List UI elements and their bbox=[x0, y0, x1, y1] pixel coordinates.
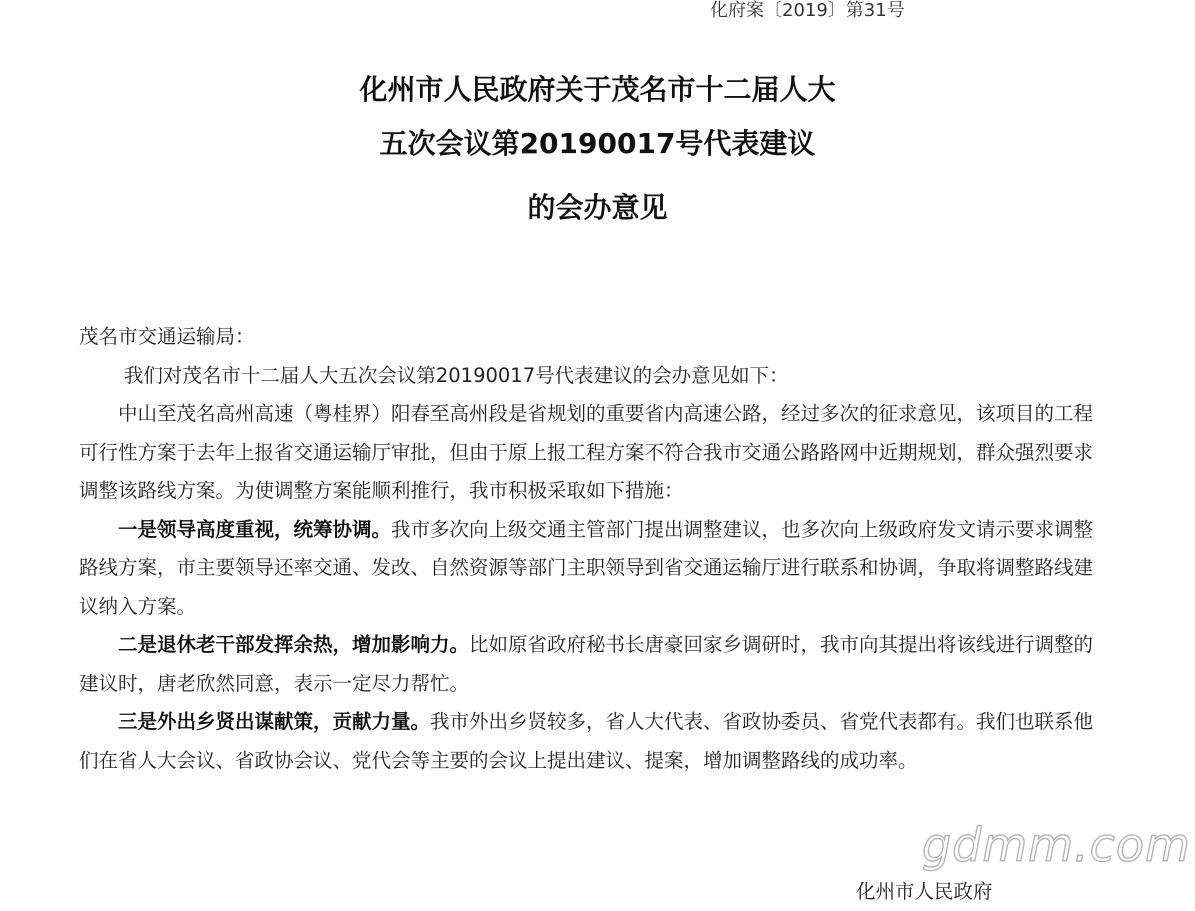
measure-heading-3: 三是外出乡贤出谋献策，贡献力量。 bbox=[118, 710, 431, 733]
watermark: gdmm.com bbox=[922, 818, 1191, 872]
background-paragraph: 中山至茂名高州高速（粤桂界）阳春至高州段是省规划的重要省内高速公路，经过多次的征求意见，该项目的工程可行性方案于去年上报省交通运输厅审批，但由于原上报工程方案不符合我市交通公路路网中近期规划，群众强烈要求调整该路线方案。为使调整方案能顺利推行，我市积极采取如下措施： bbox=[79, 402, 1094, 502]
measure-text-3: 我市外出乡贤较多，省人大代表、省政协委员、省党代表都有。我们也联系他们在省人大会议、省政协会议、党代会等主要的会议上提出建议、提案，增加调整路线的成功率。 bbox=[79, 710, 1094, 772]
document-number: 化府案〔2019〕第31号 bbox=[710, 0, 905, 21]
addressee: 茂名市交通运输局： bbox=[79, 325, 255, 348]
measure-paragraph-1 bbox=[79, 511, 1109, 627]
intro-paragraph: 我们对茂名市十二届人大五次会议第20190017号代表建议的会办意见如下： bbox=[123, 363, 789, 387]
measure-heading-2: 二是退休老干部发挥余热，增加影响力。 bbox=[118, 633, 470, 656]
document-body bbox=[79, 318, 1109, 780]
document-title-line-2: 五次会议第20190017号代表建议 bbox=[379, 127, 816, 160]
measure-paragraph-3 bbox=[79, 703, 1109, 780]
measure-text-2: 比如原省政府秘书长唐豪回家乡调研时，我市向其提出将该线进行调整的建议时，唐老欣然同意，表示一定尽力帮忙。 bbox=[79, 633, 1094, 695]
document-title-line-3: 的会办意见 bbox=[527, 191, 668, 224]
measure-text-1: 我市多次向上级交通主管部门提出调整建议，也多次向上级政府发文请示要求调整路线方案，市主要领导还率交通、发改、自然资源等部门主职领导到省交通运输厅进行联系和协调，争取将调整路线建议纳入方案。 bbox=[79, 517, 1094, 618]
signature: 化州市人民政府 bbox=[856, 880, 993, 903]
document-title-line-1: 化州市人民政府关于茂名市十二届人大 bbox=[359, 73, 836, 106]
measure-heading-1: 一是领导高度重视，统筹协调。 bbox=[118, 517, 392, 541]
measure-paragraph-2 bbox=[79, 626, 1109, 703]
